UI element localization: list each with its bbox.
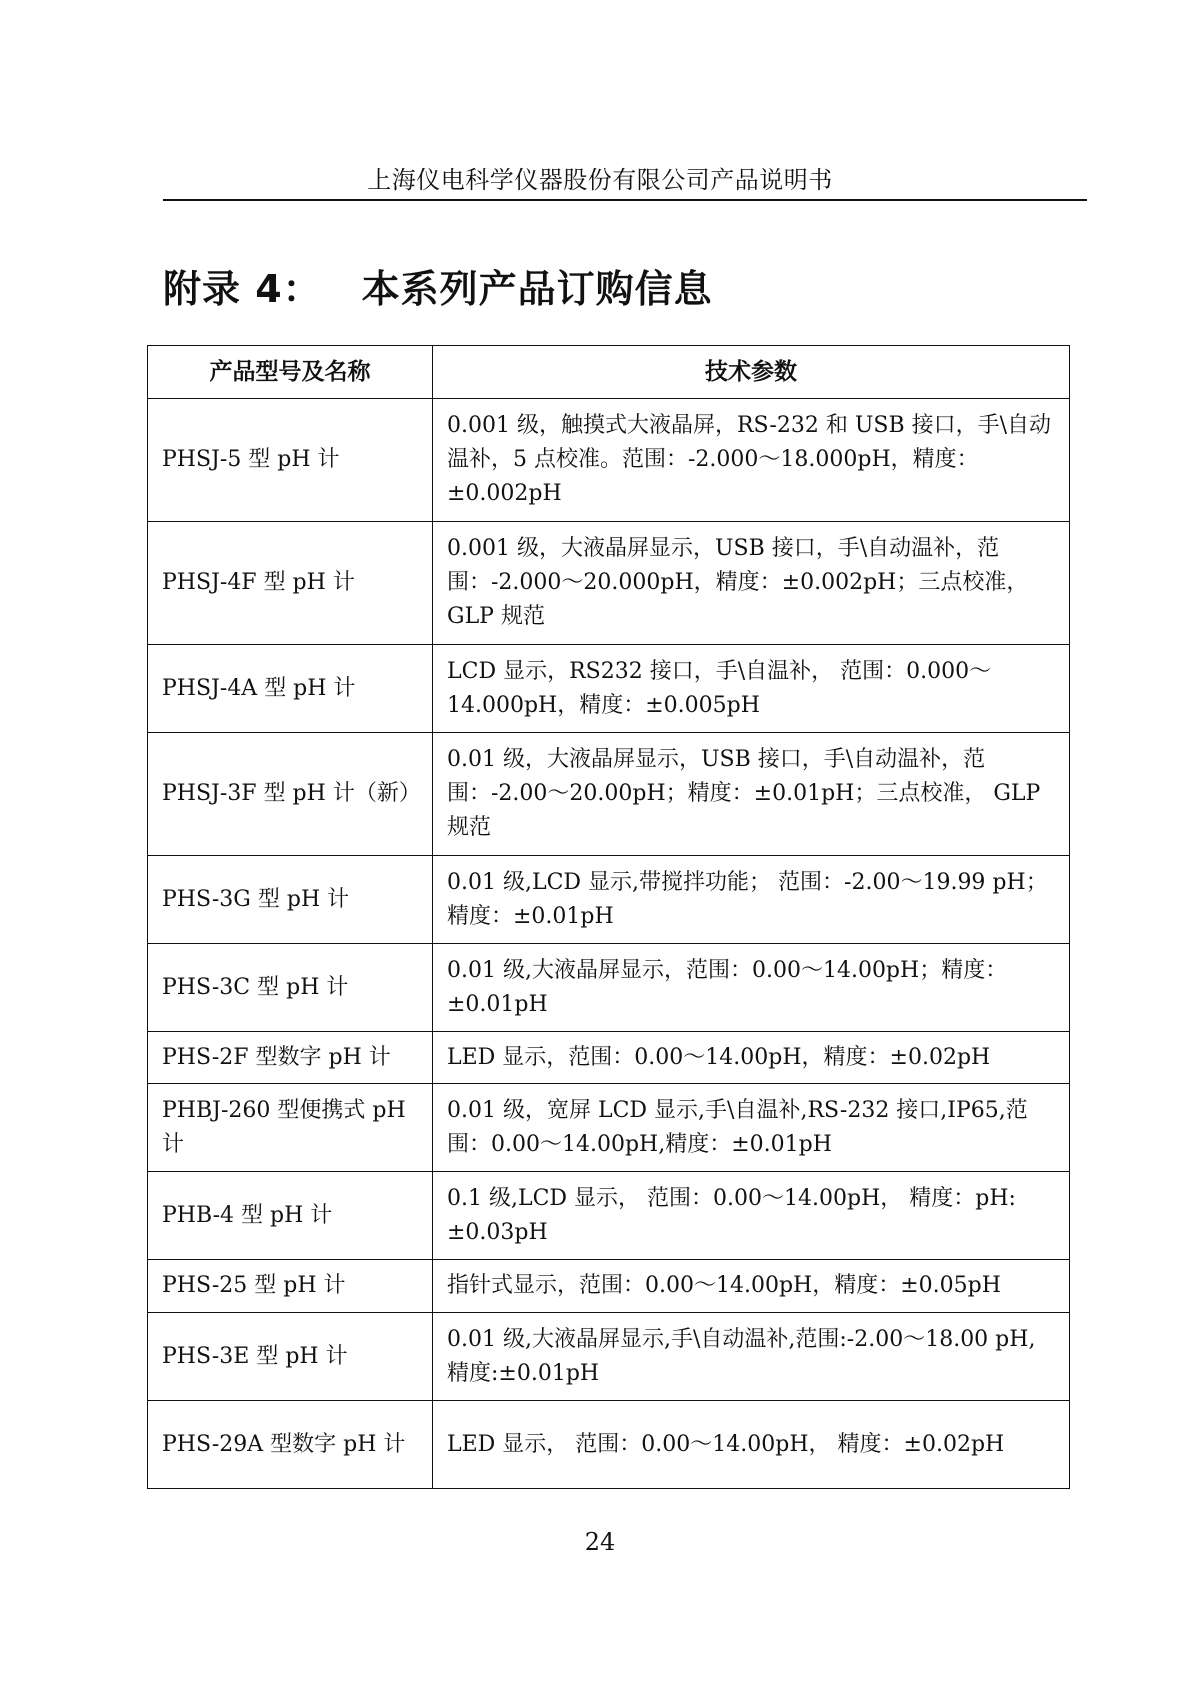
table-row [148,1172,1070,1260]
table-row [148,645,1070,733]
model-cell: PHSJ-4A 型 pH 计 [148,645,433,733]
column-header-spec: 技术参数 [433,346,1070,399]
table-row [148,1313,1070,1401]
spec-cell: 0.01 级,大液晶屏显示，范围：0.00～14.00pH；精度：±0.01pH [433,944,1070,1032]
spec-cell: 0.001 级，触摸式大液晶屏，RS-232 和 USB 接口，手\自动温补，5 点校准。范围：-2.000～18.000pH，精度：±0.002pH [433,399,1070,522]
table-row [148,1084,1070,1172]
spec-cell: 0.001 级，大液晶屏显示，USB 接口，手\自动温补，范围：-2.000～20.000pH，精度：±0.002pH；三点校准， GLP 规范 [433,522,1070,645]
model-cell: PHS-3E 型 pH 计 [148,1313,433,1401]
column-header-model: 产品型号及名称 [148,346,433,399]
table-row [148,1260,1070,1313]
model-cell: PHB-4 型 pH 计 [148,1172,433,1260]
appendix-label: 附录 4： [163,267,322,311]
spec-cell: 指针式显示，范围：0.00～14.00pH，精度：±0.05pH [433,1260,1070,1313]
header-rule [163,199,1087,201]
model-cell: PHS-29A 型数字 pH 计 [148,1401,433,1489]
table-row [148,522,1070,645]
spec-cell: LED 显示，范围：0.00～14.00pH，精度：±0.02pH [433,1032,1070,1084]
spec-cell: 0.01 级,大液晶屏显示,手\自动温补,范围:-2.00～18.00 pH,精度:±0.01pH [433,1313,1070,1401]
table-row [148,1401,1070,1489]
model-cell: PHSJ-3F 型 pH 计（新） [148,733,433,856]
model-cell: PHSJ-5 型 pH 计 [148,399,433,522]
model-cell: PHS-3C 型 pH 计 [148,944,433,1032]
order-table [147,345,1070,1489]
table-header-row [148,346,1070,399]
running-header: 上海仪电科学仪器股份有限公司产品说明书 [367,166,833,194]
spec-cell: 0.01 级,LCD 显示,带搅拌功能； 范围：-2.00～19.99 pH；精度：±0.01pH [433,856,1070,944]
spec-cell: LCD 显示，RS232 接口，手\自温补， 范围：0.000～14.000pH，精度：±0.005pH [433,645,1070,733]
model-cell: PHS-3G 型 pH 计 [148,856,433,944]
spec-cell: LED 显示， 范围：0.00～14.00pH， 精度：±0.02pH [433,1401,1070,1489]
appendix-title [163,258,713,313]
model-cell: PHS-25 型 pH 计 [148,1260,433,1313]
page-number: 24 [584,1528,616,1556]
table-row [148,399,1070,522]
spec-cell: 0.01 级，宽屏 LCD 显示,手\自温补,RS-232 接口,IP65,范围：0.00～14.00pH,精度：±0.01pH [433,1084,1070,1172]
model-cell: PHSJ-4F 型 pH 计 [148,522,433,645]
spec-cell: 0.1 级,LCD 显示， 范围：0.00～14.00pH， 精度：pH:±0.03pH [433,1172,1070,1260]
model-cell: PHBJ-260 型便携式 pH 计 [148,1084,433,1172]
model-cell: PHS-2F 型数字 pH 计 [148,1032,433,1084]
appendix-heading: 本系列产品订购信息 [361,267,713,311]
table-row [148,856,1070,944]
table-row [148,733,1070,856]
table-row [148,1032,1070,1084]
spec-cell: 0.01 级，大液晶屏显示，USB 接口，手\自动温补，范围：-2.00～20.00pH；精度：±0.01pH；三点校准， GLP 规范 [433,733,1070,856]
table-row [148,944,1070,1032]
